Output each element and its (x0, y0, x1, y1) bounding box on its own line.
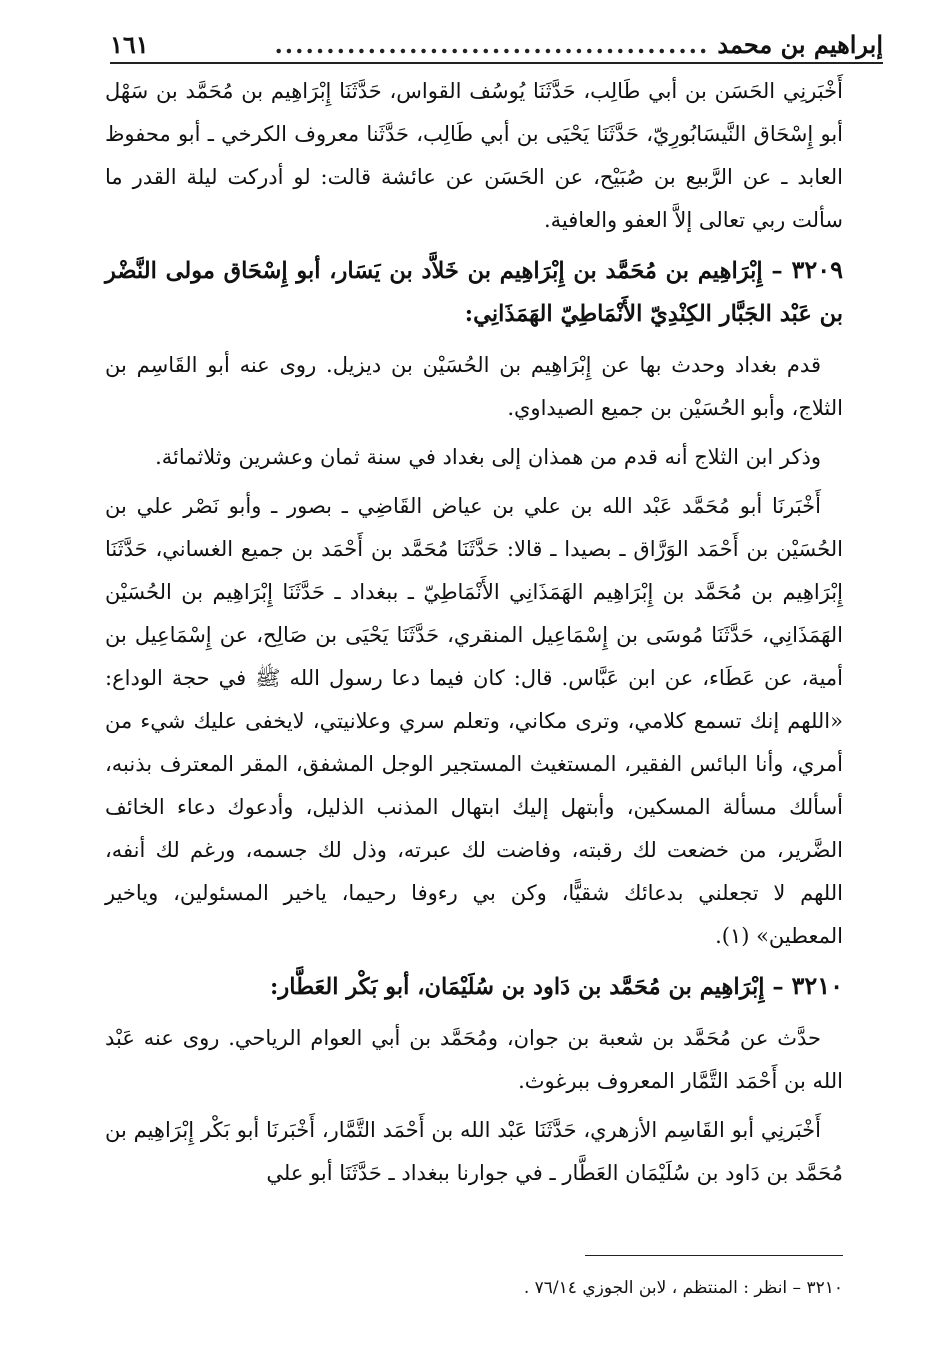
entry-title: – إِبْرَاهِيم بن مُحَمَّد بن دَاود بن سُلَيْمَان، أبو بَكْر العَطَّار: (270, 974, 784, 1000)
entry-heading-3210 (105, 964, 843, 1009)
entry-heading-3209 (105, 248, 843, 336)
entry-title: – إِبْرَاهِيم بن مُحَمَّد بن إِبْرَاهِيم بن خَلاَّد بن يَسَار، أبو إِسْحَاق مولى النَّضْر بن عَبْد الجَبَّار الكِنْدِيّ الأَنْمَاطِيّ الهَمَذَانِي: (105, 258, 843, 327)
paragraph: قدم بغداد وحدث بها عن إِبْرَاهِيم بن الحُسَيْن بن ديزيل. روى عنه أبو القَاسِم بن الثلاج، وأبو الحُسَيْن بن جميع الصيداوي. (105, 353, 843, 420)
main-text (105, 70, 843, 1201)
running-header (110, 22, 883, 64)
running-title: إبراهيم بن محمد (717, 30, 883, 59)
paragraph: أَخْبَرنِي أبو القَاسِم الأزهري، حَدَّثَنَا عَبْد الله بن أَحْمَد التَّمَّار، أَخْبَرنَا أبو بَكْر إِبْرَاهِيم بن مُحَمَّد بن دَاود بن سُلَيْمَان العَطَّار ـ في جوارنا ببغداد ـ حَدَّثَنَا أبو علي (105, 1118, 843, 1185)
entry-number: ٣٢٠٩ (791, 255, 843, 284)
paragraph: وذكر ابن الثلاج أنه قدم من همذان إلى بغداد في سنة ثمان وعشرين وثلاثمائة. (155, 445, 821, 469)
paragraph: أَخْبَرنِي الحَسَن بن أبي طَالِب، حَدَّثَنَا يُوسُف القواس، حَدَّثَنَا إِبْرَاهِيم بن مُحَمَّد بن سَهْل أبو إِسْحَاق النَّيسَابُورِيّ، حَدَّثَنَا يَحْيَى بن أبي طَالِب، حَدَّثَنا معروف الكرخي ـ أبو محفوظ العابد ـ عن الرَّبيع بن صُبَيْح، عن الحَسَن عن عائشة قالت: لو أدركت ليلة القدر ما سألت ربي تعالى إلاَّ العفو والعافية. (105, 79, 843, 232)
footnote: ٣٢١٠ – انظر : المنتظم ، لابن الجوزي ٧٦/١٤ . (523, 1278, 843, 1298)
paragraph: حدَّث عن مُحَمَّد بن شعبة بن جوان، ومُحَمَّد بن أبي العوام الرياحي. روى عنه عَبْد الله بن أَحْمَد التَّمَّار المعروف ببرغوث. (105, 1026, 843, 1093)
footnote-divider (585, 1255, 843, 1256)
paragraph: أَخْبَرنَا أبو مُحَمَّد عَبْد الله بن علي بن عياض القَاضِي ـ بصور ـ وأبو نَصْر علي بن الحُسَيْن بن أَحْمَد الوَرَّاق ـ بصيدا ـ قالا: حَدَّثَنَا مُحَمَّد بن أَحْمَد بن جميع الغساني، حَدَّثَنَا إِبْرَاهِيم بن مُحَمَّد بن إِبْرَاهِيم الهَمَذَانِي الأَنْمَاطِيّ ـ ببغداد ـ حَدَّثَنَا إِبْرَاهِيم بن الحُسَيْن الهَمَذَانِي، حَدَّثَنَا مُوسَى بن إِسْمَاعِيل المنقري، حَدَّثَنَا يَحْيَى بن صَالِح، عن إِسْمَاعِيل بن أمية، عن عَطَاء، عن ابن عَبَّاس. قال: كان فيما دعا رسول الله ﷺ في حجة الوداع: «اللهم إنك تسمع كلامي، وترى مكاني، وتعلم سري وعلانيتي، لايخفى عليك شيء من أمري، وأنا البائس الفقير، المستغيث المستجير الوجل المشفق، المقر المعترف بذنبه، أسألك مسألة المسكين، وأبتهل إليك ابتهال المذنب الذليل، وأدعوك دعاء الخائف الضَّرير، من خضعت لك رقبته، وفاضت لك عبرته، وذل لك جسمه، ورغم لك أنفه، اللهم لا تجعلني بدعائك شقيًّا، وكن بي رءوفا رحيما، ياخير المسئولين، وياخير المعطين» (١). (105, 494, 843, 948)
page-number: ١٦١ (110, 30, 149, 59)
header-dots: .......................................... (274, 30, 710, 59)
entry-number: ٣٢١٠ (791, 971, 843, 1000)
